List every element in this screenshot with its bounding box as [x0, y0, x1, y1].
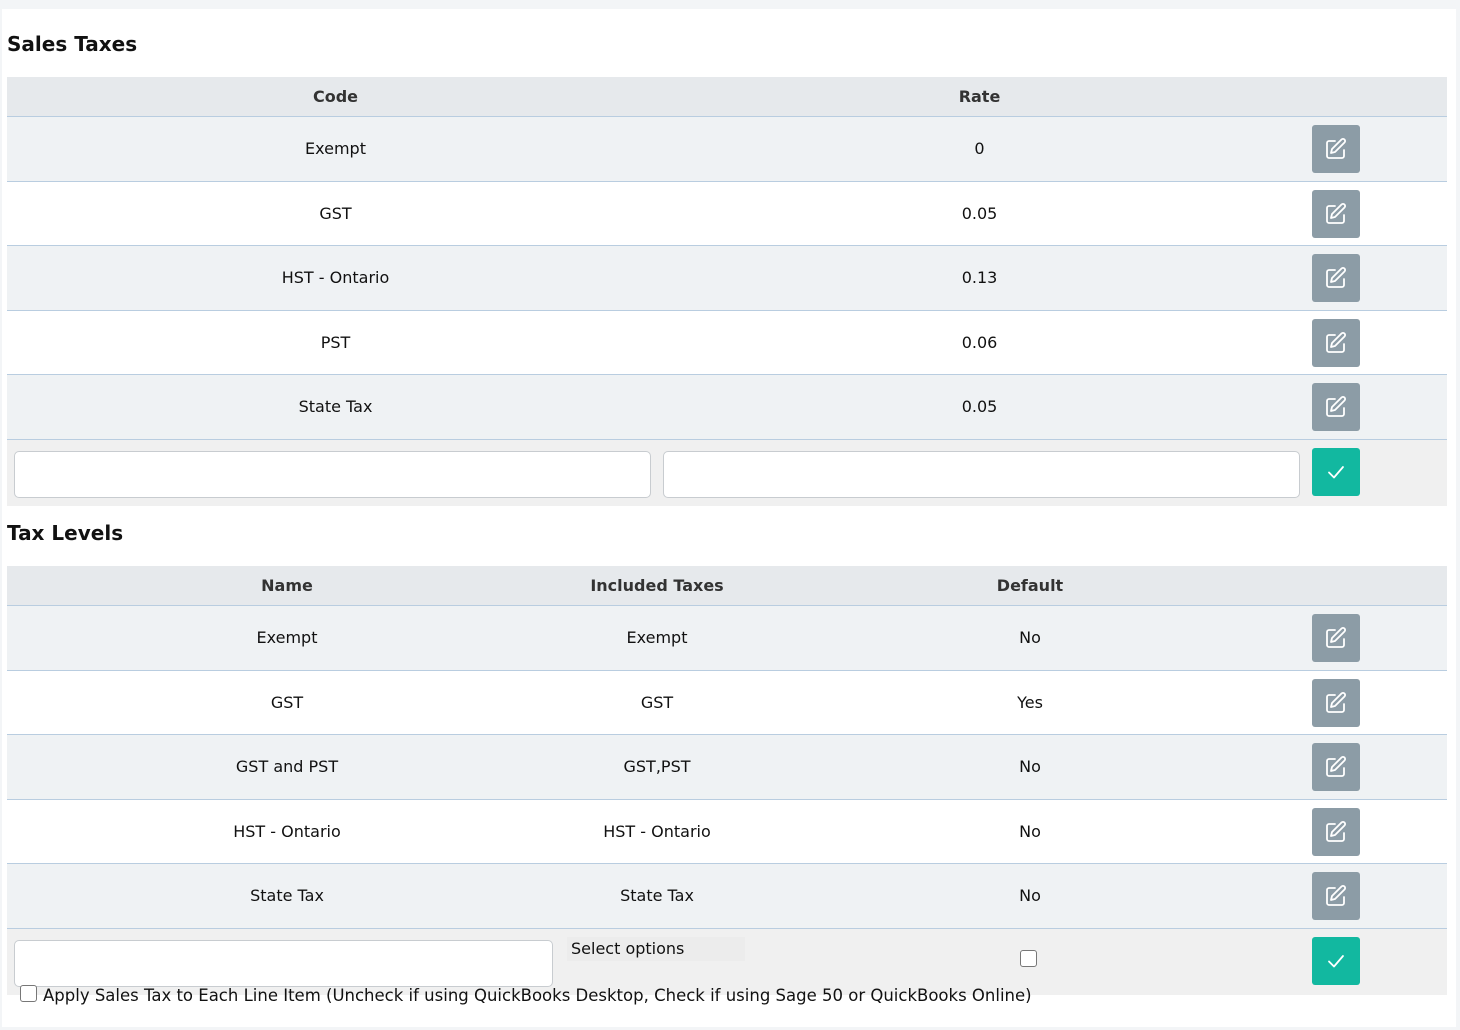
- tax-levels-header: [7, 566, 1447, 606]
- default-checkbox-wrapper: [1020, 950, 1037, 967]
- default-cell: No: [1019, 628, 1041, 648]
- included-taxes-select[interactable]: Select options: [567, 937, 745, 961]
- tax-level-row: [7, 735, 1447, 800]
- tax-code-cell: State Tax: [298, 397, 373, 417]
- tax-levels-rows: [7, 606, 1447, 929]
- new-tax-code-input[interactable]: [14, 451, 651, 498]
- edit-sales-tax-button[interactable]: [1312, 383, 1360, 431]
- tax-rate-cell: 0.13: [961, 268, 998, 288]
- edit-sales-tax-button[interactable]: [1312, 190, 1360, 238]
- tax-level-row: [7, 864, 1447, 929]
- sales-taxes-rows: [7, 117, 1447, 440]
- tax-level-row: [7, 800, 1447, 865]
- edit-icon: [1324, 331, 1348, 355]
- included-taxes-cell: HST - Ontario: [603, 821, 711, 841]
- edit-icon: [1324, 202, 1348, 226]
- sales-tax-new-row: [7, 440, 1447, 506]
- sales-tax-row: [7, 311, 1447, 376]
- edit-icon: [1324, 137, 1348, 161]
- sales-tax-row: [7, 246, 1447, 311]
- column-header-default: Default: [996, 576, 1064, 595]
- tax-code-cell: PST: [320, 332, 351, 352]
- edit-tax-level-button[interactable]: [1312, 679, 1360, 727]
- apply-sales-tax-checkbox[interactable]: [20, 985, 37, 1002]
- tax-level-row: [7, 671, 1447, 736]
- included-taxes-cell: GST,PST: [623, 757, 691, 777]
- apply-sales-tax-label: Apply Sales Tax to Each Line Item (Uncheck if using QuickBooks Desktop, Check if using Sage 50 or QuickBooks Online): [43, 986, 1032, 1005]
- tax-level-new-row: [7, 929, 1447, 995]
- included-taxes-cell: GST: [640, 692, 674, 712]
- edit-sales-tax-button[interactable]: [1312, 254, 1360, 302]
- edit-tax-level-button[interactable]: [1312, 808, 1360, 856]
- included-taxes-cell: Exempt: [626, 628, 688, 648]
- tax-level-name-cell: GST and PST: [235, 757, 339, 777]
- tax-level-name-cell: Exempt: [256, 628, 318, 648]
- edit-icon: [1324, 884, 1348, 908]
- column-header-included-taxes: Included Taxes: [590, 576, 724, 595]
- new-tax-level-name-input[interactable]: [14, 940, 553, 987]
- tax-rate-cell: 0.06: [961, 332, 998, 352]
- edit-sales-tax-button[interactable]: [1312, 319, 1360, 367]
- sales-taxes-table: [7, 77, 1447, 506]
- tax-level-row: [7, 606, 1447, 671]
- edit-icon: [1324, 266, 1348, 290]
- apply-sales-tax-option: [20, 986, 1032, 1005]
- default-cell: No: [1019, 757, 1041, 777]
- edit-icon: [1324, 820, 1348, 844]
- sales-taxes-header: [7, 77, 1447, 117]
- sales-tax-row: [7, 182, 1447, 247]
- tax-levels-table: [7, 566, 1447, 995]
- edit-tax-level-button[interactable]: [1312, 743, 1360, 791]
- edit-sales-tax-button[interactable]: [1312, 125, 1360, 173]
- column-header-code: Code: [312, 87, 359, 106]
- edit-tax-level-button[interactable]: [1312, 614, 1360, 662]
- tax-level-name-cell: HST - Ontario: [233, 821, 341, 841]
- tax-code-cell: GST: [319, 203, 352, 223]
- edit-icon: [1324, 395, 1348, 419]
- tax-rate-cell: 0: [974, 139, 985, 159]
- edit-tax-level-button[interactable]: [1312, 872, 1360, 920]
- sales-taxes-title: Sales Taxes: [7, 32, 138, 56]
- check-icon: [1326, 462, 1346, 482]
- default-checkbox[interactable]: [1020, 950, 1037, 967]
- tax-level-name-cell: State Tax: [250, 886, 324, 906]
- default-cell: No: [1019, 886, 1041, 906]
- add-tax-level-button[interactable]: [1312, 937, 1360, 985]
- tax-level-name-cell: GST: [270, 692, 304, 712]
- new-tax-rate-input[interactable]: [663, 451, 1300, 498]
- tax-code-cell: Exempt: [305, 139, 366, 159]
- tax-code-cell: HST - Ontario: [281, 268, 390, 288]
- edit-icon: [1324, 755, 1348, 779]
- included-taxes-cell: State Tax: [620, 886, 694, 906]
- edit-icon: [1324, 626, 1348, 650]
- add-sales-tax-button[interactable]: [1312, 448, 1360, 496]
- tax-levels-title: Tax Levels: [7, 521, 124, 545]
- tax-rate-cell: 0.05: [961, 397, 998, 417]
- edit-icon: [1324, 691, 1348, 715]
- sales-tax-row: [7, 117, 1447, 182]
- check-icon: [1326, 951, 1346, 971]
- column-header-rate: Rate: [958, 87, 1001, 106]
- tax-rate-cell: 0.05: [961, 203, 998, 223]
- default-cell: No: [1019, 821, 1041, 841]
- sales-tax-row: [7, 375, 1447, 440]
- default-cell: Yes: [1017, 692, 1043, 712]
- column-header-name: Name: [261, 576, 313, 595]
